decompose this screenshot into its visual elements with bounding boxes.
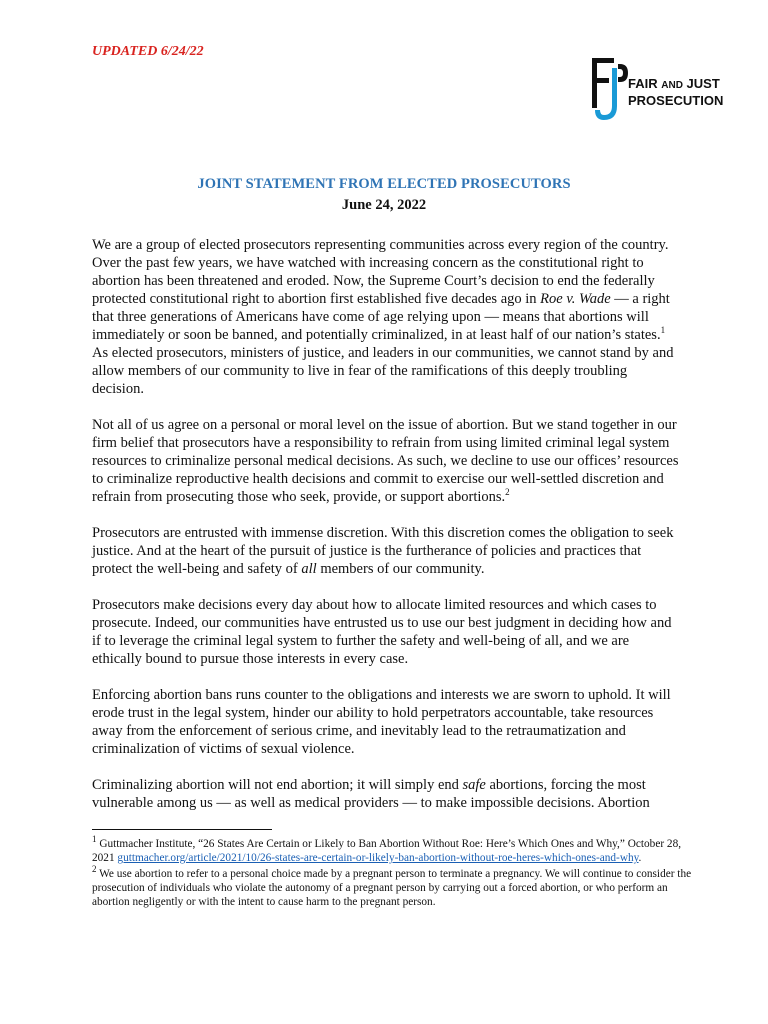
paragraph-3-text-b: members of our community. [316, 561, 485, 577]
footnote-1-text: Guttmacher Institute, “26 States Are Certain or Likely to Ban Abortion Without Roe: Here’s Which Ones and Why,” October 28, 2021 [92, 838, 682, 864]
paragraph-3 [92, 524, 682, 578]
logo-line-1 [628, 76, 723, 93]
paragraph-3-text-a: Prosecutors are entrusted with immense discretion. With this discretion comes the obligation to seek justice. And at the heart of the pursuit of justice is the furtherance of policies and practices that protect the well-being and safety of [92, 525, 674, 577]
footnote-1-number: 1 [92, 834, 97, 845]
statement-date: June 24, 2022 [341, 197, 427, 213]
logo-wordmark [628, 76, 723, 108]
footnote-1-end: . [638, 852, 642, 864]
footnote-2 [92, 864, 692, 909]
paragraph-1-text-b: — a right that three generations of Americans have come of age relying upon — means that abortions will immediately or soon be banned, and potentially criminalized, in at least half of our nation’s states. [92, 291, 670, 343]
paragraph-2 [92, 416, 682, 506]
paragraph-2-text: Not all of us agree on a personal or moral level on the issue of abortion. But we stand together in our firm belief that prosecutors have a responsibility to refrain from using limited criminal legal system resources to criminalize personal medical decisions. As such, we decline to use our offices’ resources to criminalize reproductive health decisions and commit to exercise our well-settled discretion and refrain from prosecuting those who seek, provide, or support abortions. [92, 417, 679, 505]
paragraph-1-text-c: As elected prosecutors, ministers of justice, and leaders in our communities, we cannot stand by and allow members of our community to live in fear of the ramifications of this deeply troubling decision. [92, 345, 674, 397]
updated-notice: UPDATED 6/24/22 [92, 44, 204, 59]
footnote-ref-2[interactable]: 2 [505, 487, 510, 498]
paragraph-1-text-a: We are a group of elected prosecutors representing communities across every region of the country. Over the past few years, we have watched with increasing concern as the constitutional right to abortion has been threatened and eroded. Now, the Supreme Court’s decision to end the federally protected constitutional right to abortion first established five decades ago in [92, 237, 669, 307]
footnote-1 [92, 834, 692, 865]
paragraph-6-text-b: abortions, forcing the most vulnerable among us — as well as medical providers — to make impossible decisions. Abortion [92, 777, 650, 811]
paragraph-6-text-a: Criminalizing abortion will not end abortion; it will simply end [92, 777, 463, 793]
paragraph-1 [92, 236, 682, 398]
statement-title: JOINT STATEMENT FROM ELECTED PROSECUTORS [197, 176, 571, 192]
logo-word-and: AND [661, 80, 683, 91]
paragraph-5: Enforcing abortion bans runs counter to the obligations and interests we are sworn to uphold. It will erode trust in the legal system, hinder our ability to hold perpetrators accountable, take resources away from the enforcement of serious crime, and inevitably lead to the retraumatization and criminalization of victims of sexual violence. [92, 687, 671, 757]
emphasis-all: all [301, 561, 317, 577]
logo-word-fair: FAIR [628, 76, 658, 91]
case-name: Roe v. Wade [540, 291, 611, 307]
paragraph-6 [92, 776, 682, 812]
footnote-divider [92, 829, 272, 830]
logo-line-2: PROSECUTION [628, 93, 724, 108]
emphasis-safe: safe [462, 777, 486, 793]
statement-body [92, 236, 682, 812]
footnotes [92, 834, 692, 911]
logo-word-just: JUST [686, 76, 720, 91]
organization-logo [590, 56, 730, 136]
footnote-ref-1[interactable]: 1 [660, 325, 666, 336]
footnote-1-link[interactable]: guttmacher.org/article/2021/10/26-states-are-certain-or-likely-ban-abortion-without-roe-heres-which-ones-and-why [117, 852, 639, 864]
fjp-logo-icon [590, 56, 630, 128]
footnote-2-text: We use abortion to refer to a personal choice made by a pregnant person to terminate a pregnancy. We will continue to consider the prosecution of individuals who violate the autonomy of a pregnant person by carrying out a forced abortion, or who perform an abortion negligently or with the intent to cause harm to the pregnant person. [92, 868, 692, 908]
footnote-2-number: 2 [92, 864, 97, 875]
paragraph-4: Prosecutors make decisions every day about how to allocate limited resources and which cases to prosecute. Indeed, our communities have entrusted us to use our best judgment in deciding how and if to leverage the criminal legal system to further the safety and well-being of all, and we are ethically bound to pursue those interests in every case. [92, 597, 672, 667]
